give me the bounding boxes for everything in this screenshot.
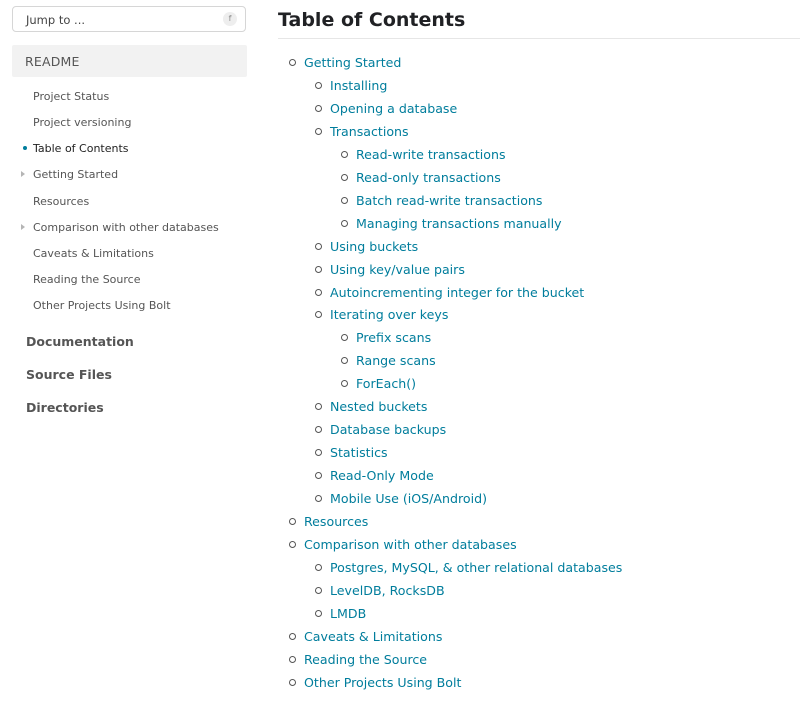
sidebar-item-resources[interactable]: Resources <box>33 195 90 208</box>
circle-bullet-icon <box>341 380 348 387</box>
sidebar-item-getting-started[interactable]: Getting Started <box>33 168 119 181</box>
circle-bullet-icon <box>341 220 348 227</box>
toc-link[interactable]: Postgres, MySQL, & other relational databases <box>330 559 623 575</box>
sidebar-item-table-of-contents[interactable]: Table of Contents <box>33 142 129 155</box>
toc-link[interactable]: Autoincrementing integer for the bucket <box>330 284 585 300</box>
sidebar-item-project-versioning[interactable]: Project versioning <box>33 116 132 129</box>
circle-bullet-icon <box>315 587 322 594</box>
circle-bullet-icon <box>315 128 322 135</box>
toc-link[interactable]: Getting Started <box>304 55 402 70</box>
toc-link[interactable]: Opening a database <box>330 100 458 116</box>
caret-right-icon[interactable] <box>21 171 25 177</box>
toc-link[interactable]: Comparison with other databases <box>304 536 517 552</box>
circle-bullet-icon <box>315 403 322 410</box>
circle-bullet-icon <box>289 679 296 686</box>
circle-bullet-icon <box>315 289 322 296</box>
circle-bullet-icon <box>315 449 322 456</box>
main-content <box>278 0 800 701</box>
circle-bullet-icon <box>315 426 322 433</box>
shortcut-key-badge: f <box>223 12 237 26</box>
toc-link[interactable]: Reading the Source <box>304 651 428 667</box>
toc-link[interactable]: Read-write transactions <box>356 146 506 162</box>
circle-bullet-icon <box>315 564 322 571</box>
circle-bullet-icon <box>315 610 322 617</box>
toc-link[interactable]: Batch read-write transactions <box>356 192 543 208</box>
toc-link[interactable]: Transactions <box>330 123 409 139</box>
toc-link[interactable]: Prefix scans <box>356 330 432 346</box>
sidebar-item-project-status[interactable]: Project Status <box>33 90 110 103</box>
sidebar-section-documentation[interactable]: Documentation <box>26 334 134 349</box>
jump-to-placeholder: Jump to ... <box>26 13 86 27</box>
title-divider <box>278 38 800 39</box>
caret-right-icon[interactable] <box>21 224 25 230</box>
circle-bullet-icon <box>289 541 296 548</box>
circle-bullet-icon <box>289 656 296 663</box>
circle-bullet-icon <box>315 266 322 273</box>
circle-bullet-icon <box>289 518 296 525</box>
toc-link[interactable]: ForEach() <box>356 376 417 392</box>
toc-link[interactable]: Read-only transactions <box>356 169 501 185</box>
sidebar-item-other-projects[interactable]: Other Projects Using Bolt <box>33 299 171 312</box>
sidebar-section-source-files[interactable]: Source Files <box>26 367 112 382</box>
circle-bullet-icon <box>315 82 322 89</box>
circle-bullet-icon <box>289 59 296 66</box>
circle-bullet-icon <box>341 357 348 364</box>
toc-link[interactable]: Using key/value pairs <box>330 261 465 277</box>
toc-link[interactable]: Using buckets <box>330 238 419 254</box>
toc-link[interactable]: Installing <box>330 77 388 93</box>
page-title: Table of Contents <box>278 9 466 31</box>
circle-bullet-icon <box>289 633 296 640</box>
toc-link[interactable]: Other Projects Using Bolt <box>304 674 462 690</box>
sidebar-item-reading-source[interactable]: Reading the Source <box>33 273 141 286</box>
circle-bullet-icon <box>315 472 322 479</box>
toc-link[interactable]: Read-Only Mode <box>330 468 434 484</box>
readme-header[interactable] <box>12 45 247 77</box>
toc-link[interactable]: Range scans <box>356 353 436 369</box>
active-dot-icon <box>23 146 27 150</box>
circle-bullet-icon <box>315 311 322 318</box>
toc-link[interactable]: LevelDB, RocksDB <box>330 582 445 598</box>
jump-to-input[interactable] <box>12 6 246 32</box>
circle-bullet-icon <box>341 174 348 181</box>
circle-bullet-icon <box>341 197 348 204</box>
sidebar-item-caveats[interactable]: Caveats & Limitations <box>33 247 154 260</box>
toc-link[interactable]: Mobile Use (iOS/Android) <box>330 491 488 507</box>
circle-bullet-icon <box>341 334 348 341</box>
circle-bullet-icon <box>315 495 322 502</box>
toc-link[interactable]: Caveats & Limitations <box>304 628 443 644</box>
sidebar-section-directories[interactable]: Directories <box>26 400 104 415</box>
toc-link[interactable]: Database backups <box>330 422 447 438</box>
circle-bullet-icon <box>315 105 322 112</box>
toc-link[interactable]: Nested buckets <box>330 399 428 415</box>
circle-bullet-icon <box>315 243 322 250</box>
circle-bullet-icon <box>341 151 348 158</box>
toc-link[interactable]: Iterating over keys <box>330 307 449 323</box>
toc-link[interactable]: LMDB <box>330 605 367 621</box>
toc-link[interactable]: Managing transactions manually <box>356 215 562 231</box>
readme-label: README <box>25 54 80 69</box>
toc-link[interactable]: Statistics <box>330 445 388 461</box>
toc-link[interactable]: Resources <box>304 514 369 529</box>
sidebar <box>0 0 260 701</box>
sidebar-item-comparison[interactable]: Comparison with other databases <box>33 221 219 234</box>
